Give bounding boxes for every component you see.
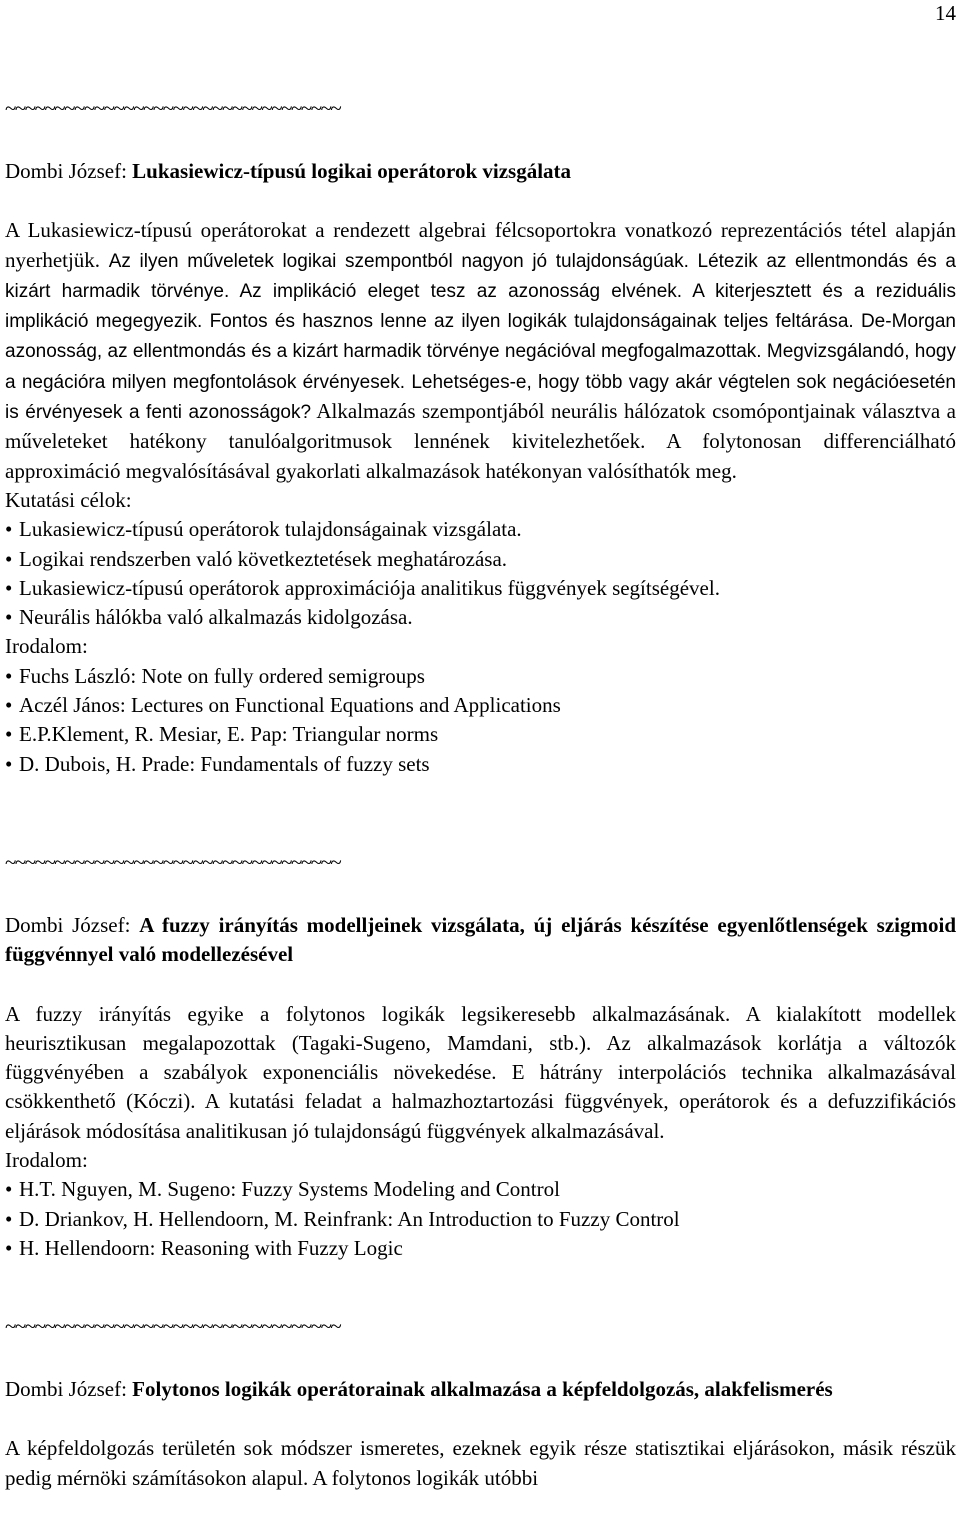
list-item: • Fuchs László: Note on fully ordered semigroups	[5, 662, 956, 691]
bullet-icon: •	[5, 575, 13, 600]
list-item: • Lukasiewicz-típusú operátorok approximációja analitikus függvények segítségével.	[5, 574, 956, 603]
bullet-icon: •	[5, 1206, 13, 1231]
bullet-icon: •	[5, 663, 13, 688]
section-lukasiewicz	[5, 98, 956, 779]
separator-line: ~~~~~~~~~~~~~~~~~~~~~~~~~~~~~~~~~~	[5, 1314, 341, 1338]
goals-list	[5, 515, 956, 632]
author-name: Dombi József:	[5, 159, 133, 183]
bullet-icon: •	[5, 1177, 13, 1202]
page-number: 14	[935, 1, 956, 25]
section-title	[5, 911, 956, 970]
body-paragraph: A képfeldolgozás területén sok módszer ismeretes, ezeknek egyik része statisztikai eljárásokon, másik részük pedig mérnöki számításokon alapul. A folytonos logikák utóbbi	[5, 1436, 956, 1490]
list-item: • Aczél János: Lectures on Functional Equations and Applications	[5, 691, 956, 720]
list-item: • Lukasiewicz-típusú operátorok tulajdonságainak vizsgálata.	[5, 515, 956, 544]
paragraph-serif-text-2: Alkalmazás szempontjából neurális hálózatok csomópontjainak választva a műveleteket hatékony tanulóalgoritmusok lennének kivitelezhetőek. A folytonosan differenciálható approximáció megvalósításával gyakorlati alkalmazások hatékonyan valósíthatók meg.	[5, 399, 957, 483]
author-name: Dombi József:	[5, 1377, 133, 1401]
paragraph-sans-text: Az ilyen műveletek logikai szempontból nagyon jó tulajdonságúak. Létezik az ellentmondás és a kizárt harmadik törvénye. Az implikáció eleget tesz az azonosság elvének. A kiterjesztett és a reziduális implikáció megegyezik. Fontos és hasznos lenne az ilyen logikák tulajdonságainak teljes feltárása. De-Morgan azonosság, az ellentmondás és a kizárt harmadik törvénye negációval megfogalmazottak. Megvizsgálandó, hogy a negációra milyen megfontolások érvényesek. Lehetséges-e, hogy több vagy akár végtelen sok negációesetén is érvényesek a fenti azonosságok?	[5, 250, 956, 424]
bullet-icon: •	[5, 605, 13, 630]
goals-label: Kutatási célok:	[5, 487, 132, 512]
body-paragraph	[5, 216, 956, 486]
list-item: • H. Hellendoorn: Reasoning with Fuzzy Logic	[5, 1234, 956, 1263]
references-label: Irodalom:	[5, 634, 88, 659]
references-list	[5, 1175, 956, 1263]
title-text: Folytonos logikák operátorainak alkalmazása a képfeldolgozás, alakfelismerés	[132, 1377, 833, 1401]
bullet-icon: •	[5, 722, 13, 747]
section-image-processing	[5, 1316, 956, 1493]
bullet-icon: •	[5, 751, 13, 776]
section-title	[5, 1375, 956, 1404]
list-item: • D. Dubois, H. Prade: Fundamentals of fuzzy sets	[5, 750, 956, 779]
paragraph-serif-text: A Lukasiewicz-típusú operátorokat a rendezett algebrai félcsoportokra vonatkozó reprezentációs tétel alapján nyerhetjük.	[5, 218, 956, 272]
title-text: A fuzzy irányítás modelljeinek vizsgálata, új eljárás készítése egyenlőtlenségek szigmoid függvénnyel való modellezésével	[5, 913, 956, 967]
body-paragraph: A fuzzy irányítás egyike a folytonos logikák legsikeresebb alkalmazásának. A kialakított modellek heurisztikusan megalapozottak (Tagaki-Sugeno, Mamdani, stb.). Az alkalmazások korlátja a változók függvényében a szabályok exponenciális növekedése. E hátrány interpolációs technika alkalmazásával csökkenthető (Kóczi). A kutatási feladat a halmazhoztartozási függvények, operátorok és a defuzzifikációs eljárások módosítása analitikusan jó tulajdonságú függvények alkalmazásával.	[5, 1001, 956, 1143]
section-fuzzy-control	[5, 852, 956, 1263]
bullet-icon: •	[5, 1235, 13, 1260]
list-item: • Logikai rendszerben való következtetések meghatározása.	[5, 545, 956, 574]
separator-line: ~~~~~~~~~~~~~~~~~~~~~~~~~~~~~~~~~~	[5, 850, 341, 874]
bullet-icon: •	[5, 546, 13, 571]
references-label: Irodalom:	[5, 1148, 88, 1173]
references-list	[5, 662, 956, 779]
list-item: • D. Driankov, H. Hellendoorn, M. Reinfrank: An Introduction to Fuzzy Control	[5, 1205, 956, 1234]
list-item: • H.T. Nguyen, M. Sugeno: Fuzzy Systems Modeling and Control	[5, 1175, 956, 1204]
title-text: Lukasiewicz-típusú logikai operátorok vizsgálata	[132, 159, 572, 183]
separator-line: ~~~~~~~~~~~~~~~~~~~~~~~~~~~~~~~~~~	[5, 96, 341, 120]
bullet-icon: •	[5, 517, 13, 542]
list-item: • E.P.Klement, R. Mesiar, E. Pap: Triangular norms	[5, 720, 956, 749]
bullet-icon: •	[5, 693, 13, 718]
section-title	[5, 157, 956, 186]
list-item: • Neurális hálókba való alkalmazás kidolgozása.	[5, 603, 956, 632]
author-name: Dombi József:	[5, 913, 140, 937]
